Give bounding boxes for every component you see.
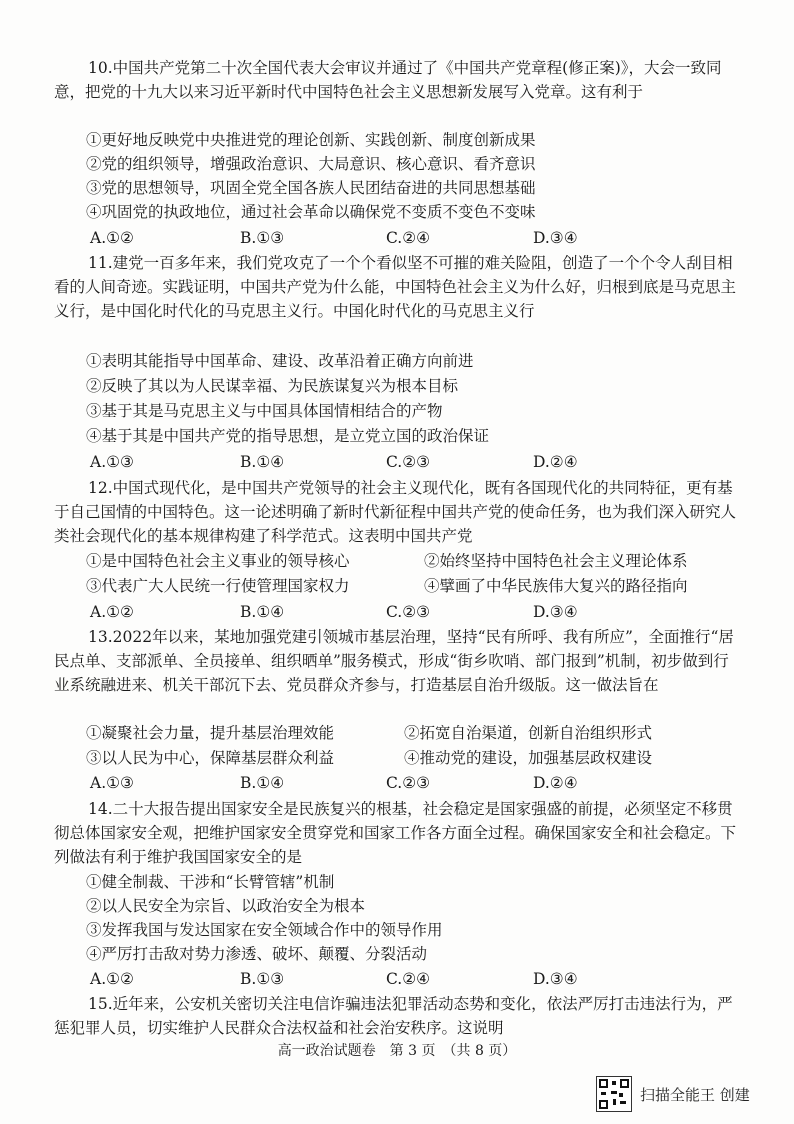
page-footer: 高一政治试题卷 第 3 页 （共 8 页） bbox=[277, 1043, 517, 1059]
question-13-answer-c: C.②③ bbox=[386, 774, 431, 792]
question-13-option-4: ④推动党的建设，加强基层政权建设 bbox=[404, 749, 653, 767]
question-10-answer-d: D.③④ bbox=[533, 229, 578, 247]
question-12-option-1: ①是中国特色社会主义事业的领导核心 bbox=[86, 552, 350, 570]
question-11-option-1: ①表明其能指导中国革命、建设、改革沿着正确方向前进 bbox=[86, 352, 474, 370]
question-10-answer-c: C.②④ bbox=[386, 229, 431, 247]
qr-code-icon bbox=[596, 1076, 632, 1112]
question-14-answer-a: A.①② bbox=[90, 970, 134, 988]
question-14-answer-d: D.③④ bbox=[533, 970, 578, 988]
question-11-option-3: ③基于其是马克思主义与中国具体国情相结合的产物 bbox=[86, 402, 443, 420]
question-14-option-4: ④严厉打击敌对势力渗透、破坏、颠覆、分裂活动 bbox=[86, 945, 428, 963]
question-11-answer-d: D.②④ bbox=[533, 453, 578, 471]
question-13-option-2: ②拓宽自治渠道，创新自治组织形式 bbox=[404, 724, 653, 742]
question-10-stem: 10.中国共产党第二十次全国代表大会审议并通过了《中国共产党章程(修正案)》，大会一致同意，把党的十九大以来习近平新时代中国特色社会主义思想新发展写入党章。这有利于 bbox=[54, 59, 722, 101]
question-11-option-2: ②反映了其以为人民谋幸福、为民族谋复兴为根本目标 bbox=[86, 377, 459, 395]
question-11-stem: 11.建党一百多年来，我们党攻克了一个个看似坚不可摧的难关险阻，创造了一个个令人刮目相看的人间奇迹。实践证明，中国共产党为什么能，中国特色社会主义为什么好，归根到底是马克思主义行，是中国化时代化的马克思主义行。中国化时代化的马克思主义行 bbox=[54, 254, 737, 320]
question-11-option-4: ④基于其是中国共产党的指导思想，是立党立国的政治保证 bbox=[86, 427, 490, 445]
question-10-option-4: ④巩固党的执政地位，通过社会革命以确保党不变质不变色不变味 bbox=[86, 203, 536, 221]
question-13-answer-d: D.②④ bbox=[533, 774, 578, 792]
question-12-option-4: ④擘画了中华民族伟大复兴的路径指向 bbox=[424, 577, 688, 595]
question-14-answer-c: C.②④ bbox=[386, 970, 431, 988]
question-14-option-2: ②以人民安全为宗旨、以政治安全为根本 bbox=[86, 897, 366, 915]
question-13-stem: 13.2022年以来，某地加强党建引领城市基层治理，坚持“民有所呼、我有所应”，全面推行“居民点单、支部派单、全员接单、组织晒单”服务模式，形成“街乡吹哨、部门报到”机制，初步做到行业系统融进来、机关干部沉下去、党员群众齐参与，打造基层自治升级版。这一做法旨在 bbox=[54, 628, 734, 694]
question-13-answer-b: B.①④ bbox=[240, 774, 285, 792]
question-14-answer-b: B.①③ bbox=[240, 970, 285, 988]
question-11-answer-c: C.②③ bbox=[386, 453, 431, 471]
question-12-answer-a: A.①② bbox=[90, 603, 134, 621]
question-10-answer-b: B.①③ bbox=[240, 229, 285, 247]
question-10-answer-a: A.①② bbox=[90, 229, 134, 247]
question-11-answer-b: B.①④ bbox=[240, 453, 285, 471]
question-12-stem: 12.中国式现代化，是中国共产党领导的社会主义现代化，既有各国现代化的共同特征，更有基于自己国情的中国特色。这一论述明确了新时代新征程中国共产党的使命任务，也为我们深入研究人类社会现代化的基本规律构建了科学范式。这表明中国共产党 bbox=[54, 479, 737, 545]
question-10-option-1: ①更好地反映党中央推进党的理论创新、实践创新、制度创新成果 bbox=[86, 131, 536, 149]
question-11-answer-a: A.①③ bbox=[90, 453, 134, 471]
question-13-answer-a: A.①③ bbox=[90, 774, 134, 792]
question-12-answer-b: B.①④ bbox=[240, 603, 285, 621]
question-12-option-2: ②始终坚持中国特色社会主义理论体系 bbox=[424, 552, 688, 570]
question-14-stem: 14.二十大报告提出国家安全是民族复兴的根基，社会稳定是国家强盛的前提，必须坚定不移贯彻总体国家安全观，把维护国家安全贯穿党和国家工作各方面全过程。确保国家安全和社会稳定。下列做法有利于维护我国国家安全的是 bbox=[54, 800, 737, 866]
question-10-option-3: ③党的思想领导，巩固全党全国各族人民团结奋进的共同思想基础 bbox=[86, 179, 536, 197]
question-10-option-2: ②党的组织领导，增强政治意识、大局意识、核心意识、看齐意识 bbox=[86, 155, 536, 173]
question-15-stem: 15.近年来，公安机关密切关注电信诈骗违法犯罪活动态势和变化，依法严厉打击违法行为，严惩犯罪人员，切实维护人民群众合法权益和社会治安秩序。这说明 bbox=[54, 995, 733, 1037]
scanner-watermark bbox=[596, 1076, 750, 1112]
question-12-answer-c: C.②③ bbox=[386, 603, 431, 621]
scanner-label: 扫描全能王 创建 bbox=[640, 1085, 750, 1104]
question-12-answer-d: D.③④ bbox=[533, 603, 578, 621]
question-12-option-3: ③代表广大人民统一行使管理国家权力 bbox=[86, 577, 350, 595]
question-13-option-3: ③以人民为中心，保障基层群众利益 bbox=[86, 749, 335, 767]
question-14-option-1: ①健全制裁、干涉和“长臂管辖”机制 bbox=[86, 873, 335, 891]
question-13-option-1: ①凝聚社会力量，提升基层治理效能 bbox=[86, 724, 335, 742]
question-14-option-3: ③发挥我国与发达国家在安全领域合作中的领导作用 bbox=[86, 921, 443, 939]
